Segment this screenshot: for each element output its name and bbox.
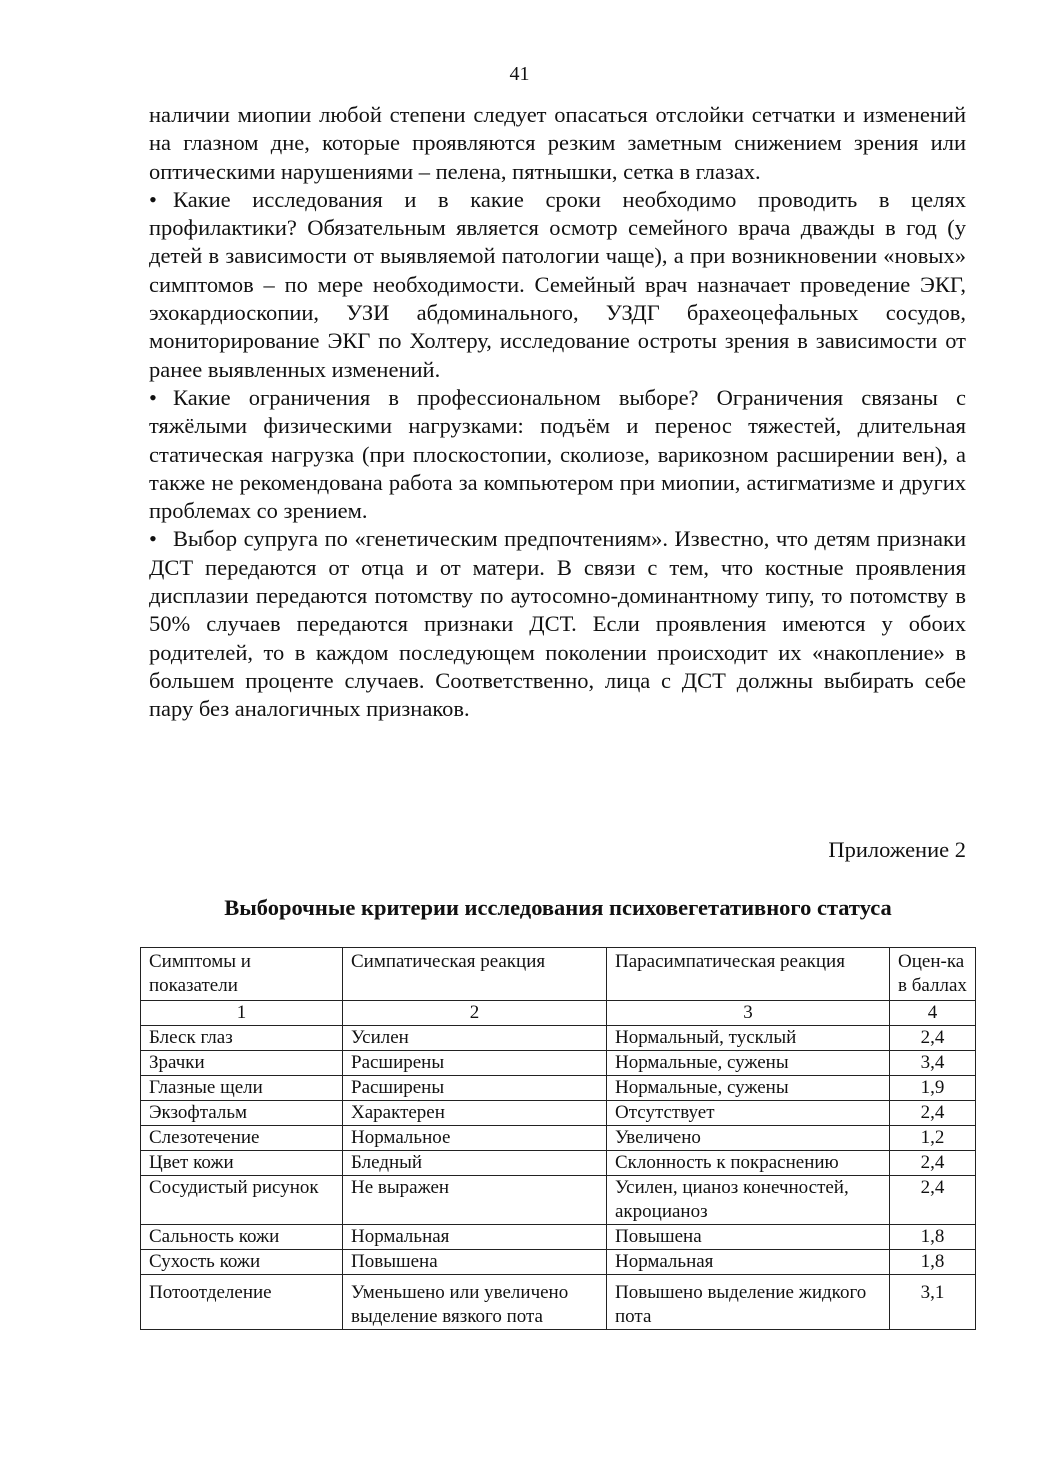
cell-score: 3,4 (890, 1051, 976, 1076)
bullet-item-spouse (149, 525, 966, 723)
bullet-text-spouse: Выбор супруга по «генетическим предпочтениям». Известно, что детям признаки ДСТ передаются от отца и от матери. В связи с тем, что костные проявления дисплазии передаются потомству по аутосомно-доминантному типу, то потомству в 50% случаев передаются признаки ДСТ. Если проявления имеются у обоих родителей, то в каждом последующем поколении происходит их «накопление» в большем проценте случаев. Соответственно, лица с ДСТ должны выбирать себе пару без аналогичных признаков. (149, 526, 966, 722)
cell-parasympathetic: Увеличено (607, 1126, 890, 1151)
cell-sympathetic: Нормальное (343, 1126, 607, 1151)
bullet-item-research (149, 186, 966, 384)
table-row (141, 1126, 976, 1151)
cell-sympathetic: Нормальная (343, 1225, 607, 1250)
cell-symptom: Зрачки (141, 1051, 343, 1076)
cell-sympathetic: Расширены (343, 1051, 607, 1076)
bullet-icon: • (149, 186, 157, 212)
cell-symptom: Сальность кожи (141, 1225, 343, 1250)
table-row (141, 1151, 976, 1176)
cell-symptom: Потоотделение (141, 1275, 343, 1330)
cell-parasympathetic: Отсутствует (607, 1101, 890, 1126)
table-title: Выборочные критерии исследования психовегетативного статуса (224, 895, 892, 920)
table-row (141, 1101, 976, 1126)
cell-score: 2,4 (890, 1026, 976, 1051)
bullet-icon: • (149, 384, 157, 410)
cell-sympathetic: Усилен (343, 1026, 607, 1051)
bullet-item-restrictions (149, 384, 966, 525)
cell-symptom: Экзофтальм (141, 1101, 343, 1126)
column-number-row (141, 1001, 976, 1026)
header-parasympathetic: Парасимпатическая реакция (607, 948, 890, 1001)
cell-parasympathetic: Нормальные, сужены (607, 1076, 890, 1101)
body-text (149, 101, 966, 724)
cell-symptom: Цвет кожи (141, 1151, 343, 1176)
cell-parasympathetic: Нормальная (607, 1250, 890, 1275)
cell-parasympathetic: Повышена (607, 1225, 890, 1250)
cell-symptom: Сухость кожи (141, 1250, 343, 1275)
column-number: 2 (343, 1001, 607, 1026)
cell-parasympathetic: Нормальные, сужены (607, 1051, 890, 1076)
table-row (141, 1250, 976, 1275)
table-row (141, 1275, 976, 1330)
cell-symptom: Слезотечение (141, 1126, 343, 1151)
cell-sympathetic: Повышена (343, 1250, 607, 1275)
intro-paragraph: наличии миопии любой степени следует опасаться отслойки сетчатки и изменений на глазном дне, которые проявляются резким заметным снижением зрения или оптическими нарушениями – пелена, пятнышки, сетка в глазах. (149, 102, 966, 184)
column-number: 1 (141, 1001, 343, 1026)
bullet-text-restrictions: Какие ограничения в профессиональном выборе? Ограничения связаны с тяжёлыми физическими нагрузками: подъём и перенос тяжестей, длительная статическая нагрузка (при плоскостопии, сколиозе, варикозном расширении вен), а также не рекомендована работа за компьютером при миопии, астигматизме и других проблемах со зрением. (149, 384, 966, 524)
cell-score: 2,4 (890, 1151, 976, 1176)
cell-symptom: Блеск глаз (141, 1026, 343, 1051)
table-row (141, 1225, 976, 1250)
header-sympathetic: Симпатическая реакция (343, 948, 607, 1001)
table-row (141, 1051, 976, 1076)
column-number: 3 (607, 1001, 890, 1026)
cell-parasympathetic: Повышено выделение жидкого пота (607, 1275, 890, 1330)
cell-sympathetic: Расширены (343, 1076, 607, 1101)
bullet-icon: • (149, 526, 157, 552)
cell-score: 1,8 (890, 1250, 976, 1275)
cell-score: 3,1 (890, 1275, 976, 1330)
header-score: Оцен-ка в баллах (890, 948, 976, 1001)
column-number: 4 (890, 1001, 976, 1026)
page-number: 41 (509, 63, 530, 85)
cell-parasympathetic: Усилен, цианоз конечностей, акроцианоз (607, 1176, 890, 1225)
cell-score: 1,2 (890, 1126, 976, 1151)
appendix-label: Приложение 2 (828, 837, 966, 862)
table-row (141, 1026, 976, 1051)
header-symptoms: Симптомы и показатели (141, 948, 343, 1001)
cell-sympathetic: Не выражен (343, 1176, 607, 1225)
cell-sympathetic: Уменьшено или увеличено выделение вязкого пота (343, 1275, 607, 1330)
cell-score: 2,4 (890, 1176, 976, 1225)
cell-sympathetic: Бледный (343, 1151, 607, 1176)
cell-score: 2,4 (890, 1101, 976, 1126)
cell-score: 1,8 (890, 1225, 976, 1250)
table-row (141, 1076, 976, 1101)
bullet-text-research: Какие исследования и в какие сроки необходимо проводить в целях профилактики? Обязательным является осмотр семейного врача дважды в год (у детей в зависимости от выявляемой патологии чаще), а при возникновении «новых» симптомов – по мере необходимости. Семейный врач назначает проведение ЭКГ, эхокардиоскопии, УЗИ абдоминального, УЗДГ брахеоцефальных сосудов, мониторирование ЭКГ по Холтеру, исследование остроты зрения в зависимости от ранее выявленных изменений. (149, 186, 966, 382)
cell-parasympathetic: Нормальный, тусклый (607, 1026, 890, 1051)
table-header-row (141, 948, 976, 1001)
cell-symptom: Сосудистый рисунок (141, 1176, 343, 1225)
criteria-table (140, 947, 976, 1330)
cell-sympathetic: Характерен (343, 1101, 607, 1126)
cell-parasympathetic: Склонность к покраснению (607, 1151, 890, 1176)
table-row (141, 1176, 976, 1225)
cell-score: 1,9 (890, 1076, 976, 1101)
cell-symptom: Глазные щели (141, 1076, 343, 1101)
